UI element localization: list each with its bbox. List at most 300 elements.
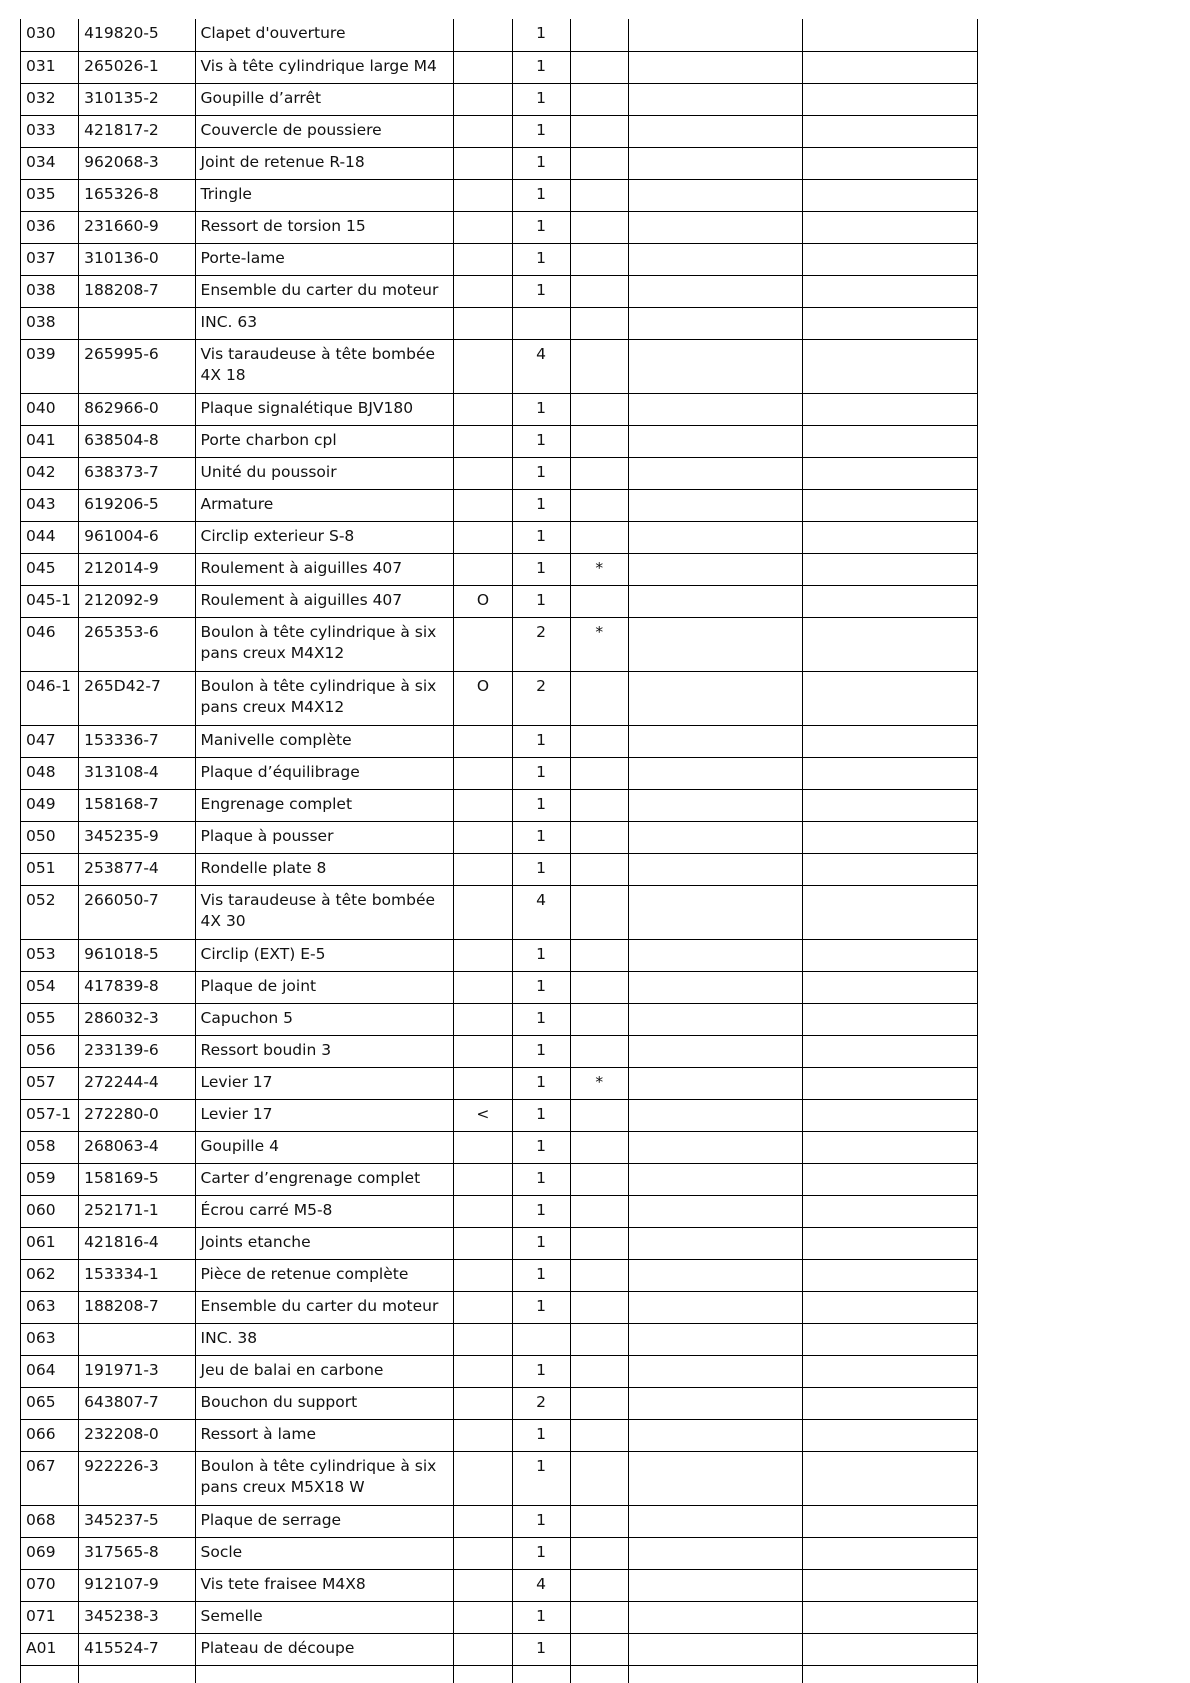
item-number-cell: 030 [21,19,79,51]
item-number-cell: 043 [21,489,79,521]
item-number-cell: 059 [21,1163,79,1195]
table-row [21,521,978,553]
part-number-cell: 421816-4 [79,1227,195,1259]
blank-cell [628,147,803,179]
quantity-cell: 1 [512,821,570,853]
part-number-cell: 232208-0 [79,1419,195,1451]
marker-cell [454,1537,512,1569]
quantity-cell: 1 [512,1291,570,1323]
marker-cell [454,19,512,51]
marker-cell [454,1601,512,1633]
note-cell: * [570,553,628,585]
marker-cell [454,1323,512,1355]
part-number-cell: 310136-0 [79,243,195,275]
quantity-cell: 1 [512,1601,570,1633]
table-row [21,853,978,885]
marker-cell: < [454,1099,512,1131]
marker-cell [454,1419,512,1451]
quantity-cell: 1 [512,521,570,553]
blank-cell [803,83,978,115]
table-row [21,789,978,821]
marker-cell [454,1291,512,1323]
blank-cell [803,19,978,51]
quantity-cell: 1 [512,211,570,243]
description-cell: Roulement à aiguilles 407 [195,553,454,585]
blank-cell [628,725,803,757]
part-number-cell: 345237-5 [79,1505,195,1537]
blank-cell [803,51,978,83]
item-number-cell: 039 [21,339,79,393]
blank-cell [628,1067,803,1099]
item-number-cell: 058 [21,1131,79,1163]
item-number-cell: 046-1 [21,671,79,725]
part-number-cell: 417839-8 [79,971,195,1003]
note-cell [570,1003,628,1035]
table-row [21,1451,978,1505]
marker-cell [454,307,512,339]
table-row [21,1569,978,1601]
table-row [21,585,978,617]
note-cell [570,51,628,83]
blank-cell [803,307,978,339]
parts-table-body [21,19,978,1683]
table-row [21,457,978,489]
note-cell [570,1323,628,1355]
blank-cell [803,1633,978,1665]
quantity-cell [512,1323,570,1355]
item-number-cell: 042 [21,457,79,489]
part-number-cell: 310135-2 [79,83,195,115]
part-number-cell: 643807-7 [79,1387,195,1419]
marker-cell [454,757,512,789]
blank-cell [628,115,803,147]
part-number-cell: 268063-4 [79,1131,195,1163]
description-cell: Plaque d’équilibrage [195,757,454,789]
quantity-cell: 1 [512,939,570,971]
description-cell: Couvercle de poussiere [195,115,454,147]
blank-cell [628,1035,803,1067]
blank-cell [803,275,978,307]
description-cell: Bouchon du support [195,1387,454,1419]
description-cell: Plaque signalétique BJV180 [195,393,454,425]
item-number-cell: 041 [21,425,79,457]
table-row [21,1537,978,1569]
description-cell: Ensemble du carter du moteur [195,275,454,307]
blank-cell [628,617,803,671]
table-row [21,425,978,457]
quantity-cell: 1 [512,1035,570,1067]
blank-cell [628,789,803,821]
marker-cell [454,115,512,147]
description-cell: Tringle [195,179,454,211]
blank-cell [628,211,803,243]
description-cell: Socle [195,1537,454,1569]
item-number-cell: 037 [21,243,79,275]
blank-cell [803,1665,978,1683]
blank-cell [628,1665,803,1683]
item-number-cell: 036 [21,211,79,243]
description-cell: Armature [195,489,454,521]
table-row [21,147,978,179]
blank-cell [628,275,803,307]
part-number-cell: 265026-1 [79,51,195,83]
item-number-cell: 033 [21,115,79,147]
quantity-cell: 1 [512,1067,570,1099]
marker-cell [454,275,512,307]
quantity-cell: 1 [512,1259,570,1291]
table-row [21,1003,978,1035]
description-cell: Ressort boudin 3 [195,1035,454,1067]
quantity-cell: 1 [512,393,570,425]
description-cell: Levier 17 [195,1067,454,1099]
quantity-cell: 1 [512,147,570,179]
note-cell [570,1291,628,1323]
part-number-cell: 962068-3 [79,147,195,179]
marker-cell [454,1003,512,1035]
table-row [21,489,978,521]
description-cell: Vis taraudeuse à tête bombée 4X 30 [195,885,454,939]
description-cell: Ensemble du carter du moteur [195,1291,454,1323]
blank-cell [628,1099,803,1131]
note-cell [570,211,628,243]
description-cell: Plaque de joint [195,971,454,1003]
marker-cell [454,521,512,553]
table-row [21,393,978,425]
quantity-cell: 4 [512,885,570,939]
blank-cell [628,585,803,617]
note-cell [570,1537,628,1569]
blank-cell [803,1569,978,1601]
note-cell: * [570,1067,628,1099]
blank-cell [803,1419,978,1451]
marker-cell [454,885,512,939]
item-number-cell: 050 [21,821,79,853]
part-number-cell: 961004-6 [79,521,195,553]
item-number-cell: 032 [21,83,79,115]
note-cell [570,1505,628,1537]
blank-cell [803,1505,978,1537]
blank-cell [803,757,978,789]
blank-cell [628,489,803,521]
quantity-cell: 2 [512,671,570,725]
table-row [21,1259,978,1291]
description-cell: Goupille 4 [195,1131,454,1163]
item-number-cell: 065 [21,1387,79,1419]
blank-cell [628,885,803,939]
marker-cell [454,725,512,757]
blank-cell [628,1323,803,1355]
part-number-cell: 265D42-7 [79,671,195,725]
table-row [21,821,978,853]
blank-cell [803,1291,978,1323]
table-row [21,115,978,147]
note-cell [570,243,628,275]
blank-cell [628,19,803,51]
blank-cell [628,1601,803,1633]
description-cell: Engrenage complet [195,789,454,821]
item-number-cell: 046 [21,617,79,671]
quantity-cell: 1 [512,553,570,585]
note-cell [570,1259,628,1291]
blank-cell [803,1099,978,1131]
note-cell [570,939,628,971]
quantity-cell: 1 [512,585,570,617]
blank-cell [803,939,978,971]
description-cell: Roulement à aiguilles 407 [195,585,454,617]
blank-cell [803,115,978,147]
quantity-cell: 1 [512,789,570,821]
blank-cell [21,1665,79,1683]
part-number-cell: 345238-3 [79,1601,195,1633]
marker-cell [454,393,512,425]
blank-cell [803,425,978,457]
blank-cell [803,617,978,671]
quantity-cell: 1 [512,489,570,521]
table-row [21,1323,978,1355]
blank-cell [628,671,803,725]
blank-cell [628,971,803,1003]
item-number-cell: 055 [21,1003,79,1035]
blank-cell [79,1665,195,1683]
part-number-cell: 153334-1 [79,1259,195,1291]
marker-cell [454,147,512,179]
table-row [21,553,978,585]
marker-cell [454,83,512,115]
note-cell [570,489,628,521]
quantity-cell: 1 [512,19,570,51]
blank-cell [628,853,803,885]
part-number-cell: 153336-7 [79,725,195,757]
table-row [21,1633,978,1665]
part-number-cell: 212014-9 [79,553,195,585]
quantity-cell: 1 [512,1451,570,1505]
blank-cell [628,1387,803,1419]
part-number-cell: 272280-0 [79,1099,195,1131]
description-cell: Pièce de retenue complète [195,1259,454,1291]
description-cell: Plaque de serrage [195,1505,454,1537]
marker-cell [454,211,512,243]
item-number-cell: 052 [21,885,79,939]
part-number-cell [79,307,195,339]
part-number-cell: 922226-3 [79,1451,195,1505]
part-number-cell: 272244-4 [79,1067,195,1099]
marker-cell [454,457,512,489]
item-number-cell: 057-1 [21,1099,79,1131]
description-cell: Unité du poussoir [195,457,454,489]
table-row [21,243,978,275]
blank-cell [628,243,803,275]
quantity-cell: 1 [512,1099,570,1131]
marker-cell [454,1569,512,1601]
blank-cell [803,725,978,757]
blank-cell [628,51,803,83]
description-cell: Joints etanche [195,1227,454,1259]
item-number-cell: 051 [21,853,79,885]
description-cell: Boulon à tête cylindrique à six pans creux M5X18 W [195,1451,454,1505]
note-cell [570,393,628,425]
item-number-cell: 071 [21,1601,79,1633]
blank-cell [628,521,803,553]
item-number-cell: 045-1 [21,585,79,617]
description-cell: Porte charbon cpl [195,425,454,457]
table-row [21,19,978,51]
table-row [21,757,978,789]
description-cell: Rondelle plate 8 [195,853,454,885]
table-row [21,1163,978,1195]
note-cell [570,1195,628,1227]
marker-cell [454,853,512,885]
description-cell: Vis à tête cylindrique large M4 [195,51,454,83]
note-cell [570,275,628,307]
description-cell: Capuchon 5 [195,1003,454,1035]
blank-cell [803,1355,978,1387]
quantity-cell: 1 [512,1131,570,1163]
item-number-cell: 035 [21,179,79,211]
note-cell [570,83,628,115]
item-number-cell: 031 [21,51,79,83]
blank-cell [628,821,803,853]
blank-cell [803,147,978,179]
item-number-cell: 056 [21,1035,79,1067]
blank-cell [803,1227,978,1259]
quantity-cell: 1 [512,1195,570,1227]
part-number-cell: 253877-4 [79,853,195,885]
blank-cell [628,757,803,789]
marker-cell [454,789,512,821]
note-cell [570,1163,628,1195]
marker-cell [454,1195,512,1227]
marker-cell [454,1633,512,1665]
note-cell [570,971,628,1003]
blank-cell [803,1537,978,1569]
blank-cell [803,671,978,725]
description-cell: Plateau de découpe [195,1633,454,1665]
quantity-cell: 4 [512,1569,570,1601]
blank-cell [628,339,803,393]
blank-cell [628,1003,803,1035]
part-number-cell: 421817-2 [79,115,195,147]
note-cell [570,757,628,789]
note-cell [570,585,628,617]
description-cell: Circlip (EXT) E-5 [195,939,454,971]
table-row [21,1505,978,1537]
part-number-cell: 317565-8 [79,1537,195,1569]
blank-cell [628,393,803,425]
quantity-cell: 1 [512,425,570,457]
table-row [21,179,978,211]
blank-cell [628,1195,803,1227]
blank-cell [803,393,978,425]
blank-cell [628,1537,803,1569]
blank-cell [803,489,978,521]
marker-cell [454,971,512,1003]
marker-cell [454,489,512,521]
blank-cell [803,853,978,885]
marker-cell [454,617,512,671]
note-cell [570,1451,628,1505]
blank-cell [628,1227,803,1259]
item-number-cell: 054 [21,971,79,1003]
blank-cell [628,457,803,489]
note-cell [570,115,628,147]
quantity-cell: 1 [512,1537,570,1569]
blank-cell [803,179,978,211]
blank-cell [628,1451,803,1505]
blank-cell [628,1505,803,1537]
quantity-cell: 2 [512,617,570,671]
note-cell [570,1387,628,1419]
table-row [21,339,978,393]
note-cell [570,521,628,553]
marker-cell [454,1451,512,1505]
part-number-cell: 212092-9 [79,585,195,617]
item-number-cell: 064 [21,1355,79,1387]
quantity-cell: 2 [512,1387,570,1419]
description-cell: Vis taraudeuse à tête bombée 4X 18 [195,339,454,393]
blank-cell [628,1163,803,1195]
blank-cell [628,1633,803,1665]
quantity-cell: 1 [512,725,570,757]
part-number-cell: 188208-7 [79,1291,195,1323]
note-cell [570,1227,628,1259]
part-number-cell: 619206-5 [79,489,195,521]
marker-cell [454,939,512,971]
part-number-cell: 265353-6 [79,617,195,671]
table-row [21,671,978,725]
description-cell: Levier 17 [195,1099,454,1131]
item-number-cell: 057 [21,1067,79,1099]
marker-cell [454,1505,512,1537]
blank-cell [628,1569,803,1601]
note-cell [570,147,628,179]
note-cell [570,307,628,339]
item-number-cell: 049 [21,789,79,821]
part-number-cell: 252171-1 [79,1195,195,1227]
item-number-cell: 040 [21,393,79,425]
item-number-cell: 038 [21,307,79,339]
item-number-cell: 045 [21,553,79,585]
marker-cell [454,1227,512,1259]
part-number-cell: 862966-0 [79,393,195,425]
table-row [21,885,978,939]
table-row [21,1291,978,1323]
note-cell [570,1601,628,1633]
marker-cell [454,1067,512,1099]
blank-cell [803,585,978,617]
marker-cell [454,553,512,585]
part-number-cell: 638373-7 [79,457,195,489]
table-row [21,51,978,83]
description-cell: Plaque à pousser [195,821,454,853]
item-number-cell: 063 [21,1323,79,1355]
part-number-cell: 415524-7 [79,1633,195,1665]
item-number-cell: A01 [21,1633,79,1665]
note-cell [570,821,628,853]
quantity-cell: 1 [512,179,570,211]
table-row [21,939,978,971]
blank-cell [628,1131,803,1163]
blank-cell [628,1355,803,1387]
quantity-cell: 1 [512,971,570,1003]
item-number-cell: 062 [21,1259,79,1291]
marker-cell [454,1163,512,1195]
item-number-cell: 063 [21,1291,79,1323]
marker-cell [454,1259,512,1291]
part-number-cell: 313108-4 [79,757,195,789]
blank-cell [803,821,978,853]
table-row-continuation [21,1665,978,1683]
blank-cell [803,521,978,553]
